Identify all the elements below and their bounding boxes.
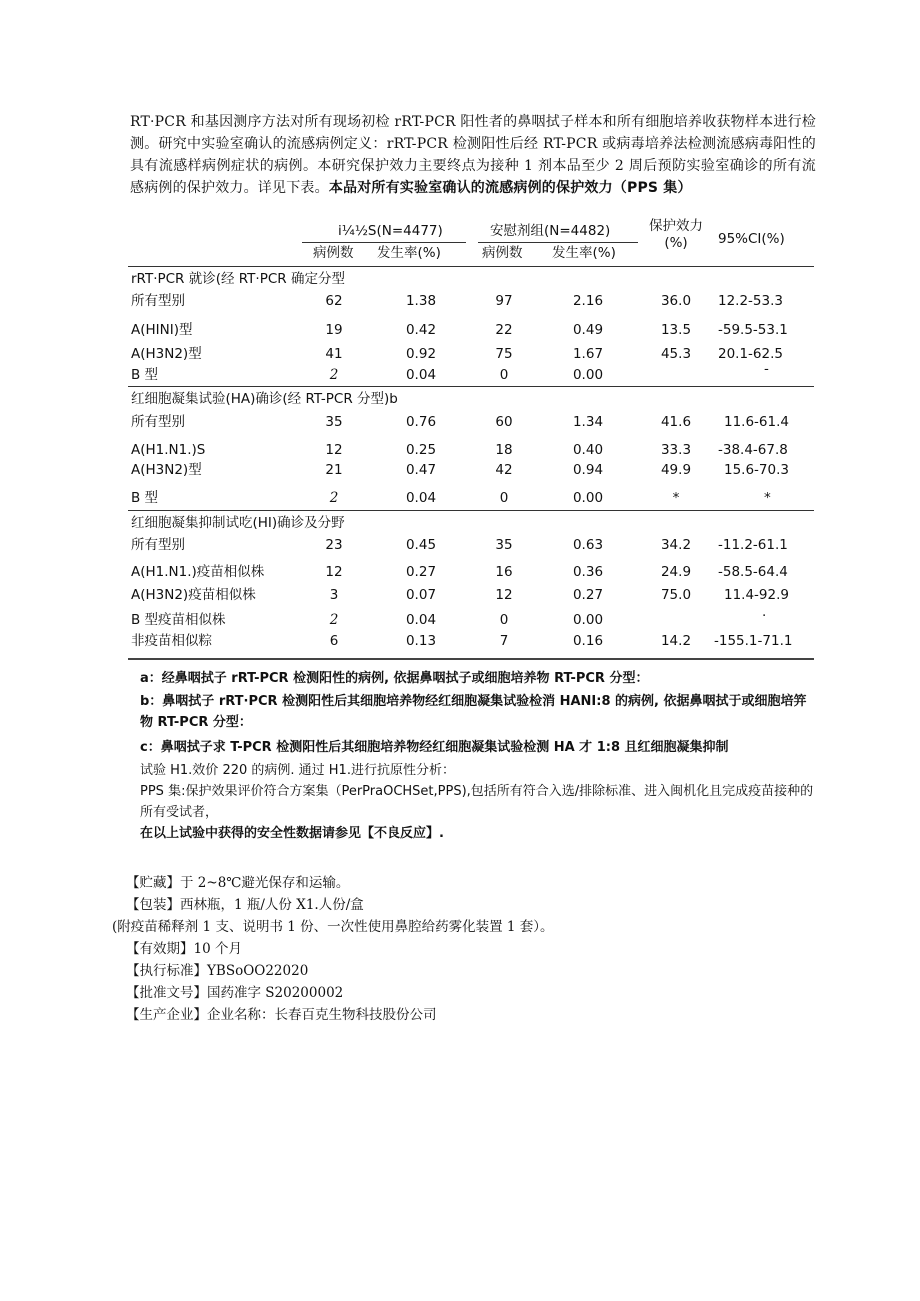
section-title: rRT·PCR 就诊(经 RT·PCR 确定分型 [131, 271, 345, 287]
cell-ci: . [762, 604, 767, 620]
section-title: 红细胞凝集抑制试吃(HI)确诊及分野 [131, 515, 345, 531]
cell-rate-vaccine: 0.25 [405, 442, 437, 458]
cell-ci: * [764, 490, 771, 506]
storage-line: 【贮藏】于 2~8℃避光保存和运输。 [126, 875, 350, 891]
cell-cases-placebo: 12 [495, 587, 513, 603]
cell-cases-vaccine: 62 [325, 293, 343, 309]
footnote-safety: 在以上试验中获得的安全性数据请参见【不良反应】. [140, 826, 444, 841]
cell-rate-vaccine: 0.04 [405, 367, 437, 383]
footnote-pps: PPS 集:保护效果评价符合方案集（PerPraOCHSet,PPS),包括所有符合入选/排除标准、进入闽机化且完成疫苗接种的所有受试者， [140, 784, 814, 820]
cell-rate-vaccine: 0.27 [405, 564, 437, 580]
cell-cases-placebo: 0 [499, 612, 509, 628]
header-bottom-rule [128, 266, 814, 267]
validity-line: 【有效期】10 个月 [126, 941, 242, 957]
cell-cases-placebo: 42 [495, 462, 513, 478]
cell-rate-placebo: 0.27 [572, 587, 604, 603]
cell-efficacy: 41.6 [660, 414, 692, 430]
manufacturer-line: 【生产企业】企业名称：长春百克生物科技股份公司 [126, 1007, 437, 1023]
row-label: 所有型别 [131, 537, 185, 553]
cell-efficacy: * [672, 490, 680, 506]
cell-cases-vaccine: 41 [325, 346, 343, 362]
row-label: A(H3N2)疫苗相似株 [131, 587, 256, 603]
cell-cases-placebo: 60 [495, 414, 513, 430]
cell-ci: -59.5-53.1 [718, 322, 788, 338]
cell-rate-placebo: 0.00 [572, 490, 604, 506]
cell-efficacy: 24.9 [660, 564, 692, 580]
header-underline-placebo [478, 242, 638, 243]
standard-line: 【执行标准】YBSoOO22020 [126, 963, 309, 979]
cell-cases-placebo: 18 [495, 442, 513, 458]
cell-cases-vaccine: 2 [329, 367, 339, 383]
cell-ci: 11.4-92.9 [724, 587, 789, 603]
section-rule [128, 510, 814, 511]
cell-ci: 12.2-53.3 [718, 293, 783, 309]
cell-cases-vaccine: 35 [325, 414, 343, 430]
cell-cases-vaccine: 2 [329, 490, 339, 506]
subheader-rate-1: 发生率(%) [377, 245, 441, 261]
cell-efficacy: 14.2 [660, 633, 692, 649]
section-rule [128, 386, 814, 387]
cell-cases-vaccine: 2 [329, 612, 339, 628]
cell-cases-placebo: 35 [495, 537, 513, 553]
cell-rate-placebo: 0.00 [572, 367, 604, 383]
cell-rate-vaccine: 0.76 [405, 414, 437, 430]
header-underline-vaccine [302, 242, 466, 243]
cell-rate-vaccine: 0.45 [405, 537, 437, 553]
footnote-c-cont: 试验 H1.效价 220 的病例. 通过 H1.进行抗原性分析： [140, 763, 455, 778]
table-title: 本品对所有实验室确认的流感病例的保护效力（PPS 集） [328, 180, 692, 196]
cell-ci: 11.6-61.4 [724, 414, 789, 430]
table-bottom-rule [128, 658, 814, 660]
cell-ci: -155.1-71.1 [714, 633, 793, 649]
row-label: 所有型别 [131, 414, 185, 430]
cell-rate-placebo: 2.16 [572, 293, 604, 309]
cell-rate-placebo: 1.67 [572, 346, 604, 362]
footnote-a: a：经鼻咽拭子 rRT-PCR 检测阳性的病例, 依据鼻咽拭子或细胞培养物 RT-PCR 分型： [140, 671, 649, 686]
header-placebo-group: 安慰剂组(N=4482) [490, 223, 611, 239]
cell-cases-placebo: 0 [499, 490, 509, 506]
cell-ci: - [764, 361, 769, 377]
intro-text: RT·PCR 和基因测序方法对所有现场初检 rRT-PCR 阳性者的鼻咽拭子样本和所有细胞培养收获物样本进行检测。研究中实验室确认的流感病例定义：rRT-PCR 检测阳性后经 RT-PCR 或病毒培养法检测流感病毒阳性的具有流感样病例症状的病例。本研究保护效力主要终点为接种 1 剂本品至少 2 周后预防实验室确诊的所有流感病例的保护效力。详见下表。 [130, 114, 816, 196]
table-footnotes [140, 668, 816, 844]
cell-rate-placebo: 0.16 [572, 633, 604, 649]
approval-line: 【批准文号】国药准字 S20200002 [126, 985, 344, 1001]
cell-cases-placebo: 16 [495, 564, 513, 580]
row-label: A(H1.N1.)疫苗相似株 [131, 564, 265, 580]
cell-cases-placebo: 97 [495, 293, 513, 309]
efficacy-table [128, 212, 814, 662]
cell-cases-placebo: 7 [499, 633, 509, 649]
row-label: B 型疫苗相似株 [131, 612, 226, 628]
footnote-c: c：鼻咽拭子求 T-PCR 检测阳性后其细胞培养物经红细胞凝集试验检测 HA 才 1:8 且红细胞凝集抑制 [140, 740, 729, 755]
cell-cases-vaccine: 19 [325, 322, 343, 338]
cell-rate-placebo: 1.34 [572, 414, 604, 430]
cell-rate-vaccine: 0.13 [405, 633, 437, 649]
cell-cases-placebo: 22 [495, 322, 513, 338]
cell-efficacy: 13.5 [660, 322, 692, 338]
row-label: A(H1.N1.)S [131, 442, 206, 458]
cell-rate-vaccine: 0.04 [405, 490, 437, 506]
subheader-cases-1: 病例数 [313, 245, 354, 261]
cell-cases-placebo: 75 [495, 346, 513, 362]
cell-ci: -38.4-67.8 [718, 442, 788, 458]
cell-rate-placebo: 0.40 [572, 442, 604, 458]
row-label: A(HINI)型 [131, 322, 193, 338]
cell-rate-placebo: 0.63 [572, 537, 604, 553]
cell-rate-vaccine: 0.07 [405, 587, 437, 603]
row-label: B 型 [131, 367, 159, 383]
cell-rate-placebo: 0.36 [572, 564, 604, 580]
header-efficacy: 保护效力(%) [649, 218, 703, 251]
intro-paragraph [130, 111, 816, 199]
cell-rate-placebo: 0.00 [572, 612, 604, 628]
cell-rate-vaccine: 0.42 [405, 322, 437, 338]
row-label: 所有型别 [131, 293, 185, 309]
cell-efficacy: 49.9 [660, 462, 692, 478]
subheader-cases-2: 病例数 [482, 245, 523, 261]
cell-efficacy: 36.0 [660, 293, 692, 309]
cell-ci: -11.2-61.1 [718, 537, 788, 553]
header-vaccine-group: i¼½S(N=4477) [338, 223, 443, 239]
cell-cases-placebo: 0 [499, 367, 509, 383]
cell-rate-vaccine: 0.47 [405, 462, 437, 478]
header-ci: 95%CI(%) [718, 231, 785, 247]
package-note-line: (附疫苗稀释剂 1 支、说明书 1 份、一次性使用鼻腔给药雾化装置 1 套）。 [112, 919, 554, 935]
cell-cases-vaccine: 12 [325, 564, 343, 580]
cell-cases-vaccine: 12 [325, 442, 343, 458]
product-info [112, 872, 826, 1026]
row-label: A(H3N2)型 [131, 462, 202, 478]
cell-efficacy: 45.3 [660, 346, 692, 362]
cell-cases-vaccine: 6 [329, 633, 339, 649]
row-label: 非疫苗相似粽 [131, 633, 212, 649]
cell-efficacy: 33.3 [660, 442, 692, 458]
cell-ci: 15.6-70.3 [724, 462, 789, 478]
cell-ci: 20.1-62.5 [718, 346, 783, 362]
package-line: 【包装】西林瓶，1 瓶/人份 X1.人份/盒 [126, 897, 364, 913]
cell-rate-placebo: 0.49 [572, 322, 604, 338]
cell-rate-vaccine: 0.04 [405, 612, 437, 628]
row-label: A(H3N2)型 [131, 346, 202, 362]
section-title: 红细胞凝集试验(HA)确诊(经 RT-PCR 分型)b [131, 391, 398, 407]
cell-cases-vaccine: 3 [329, 587, 339, 603]
cell-cases-vaccine: 21 [325, 462, 343, 478]
footnote-b: b：鼻咽拭子 rRT·PCR 检测阳性后其细胞培养物经红细胞凝集试验检消 HANI:8 的病例, 依据鼻咽拭于或细胞培笄物 RT-PCR 分型： [140, 694, 807, 730]
cell-rate-vaccine: 0.92 [405, 346, 437, 362]
subheader-rate-2: 发生率(%) [552, 245, 616, 261]
cell-efficacy: 75.0 [660, 587, 692, 603]
row-label: B 型 [131, 490, 159, 506]
cell-cases-vaccine: 23 [325, 537, 343, 553]
cell-rate-placebo: 0.94 [572, 462, 604, 478]
cell-ci: -58.5-64.4 [718, 564, 788, 580]
cell-rate-vaccine: 1.38 [405, 293, 437, 309]
cell-efficacy: 34.2 [660, 537, 692, 553]
